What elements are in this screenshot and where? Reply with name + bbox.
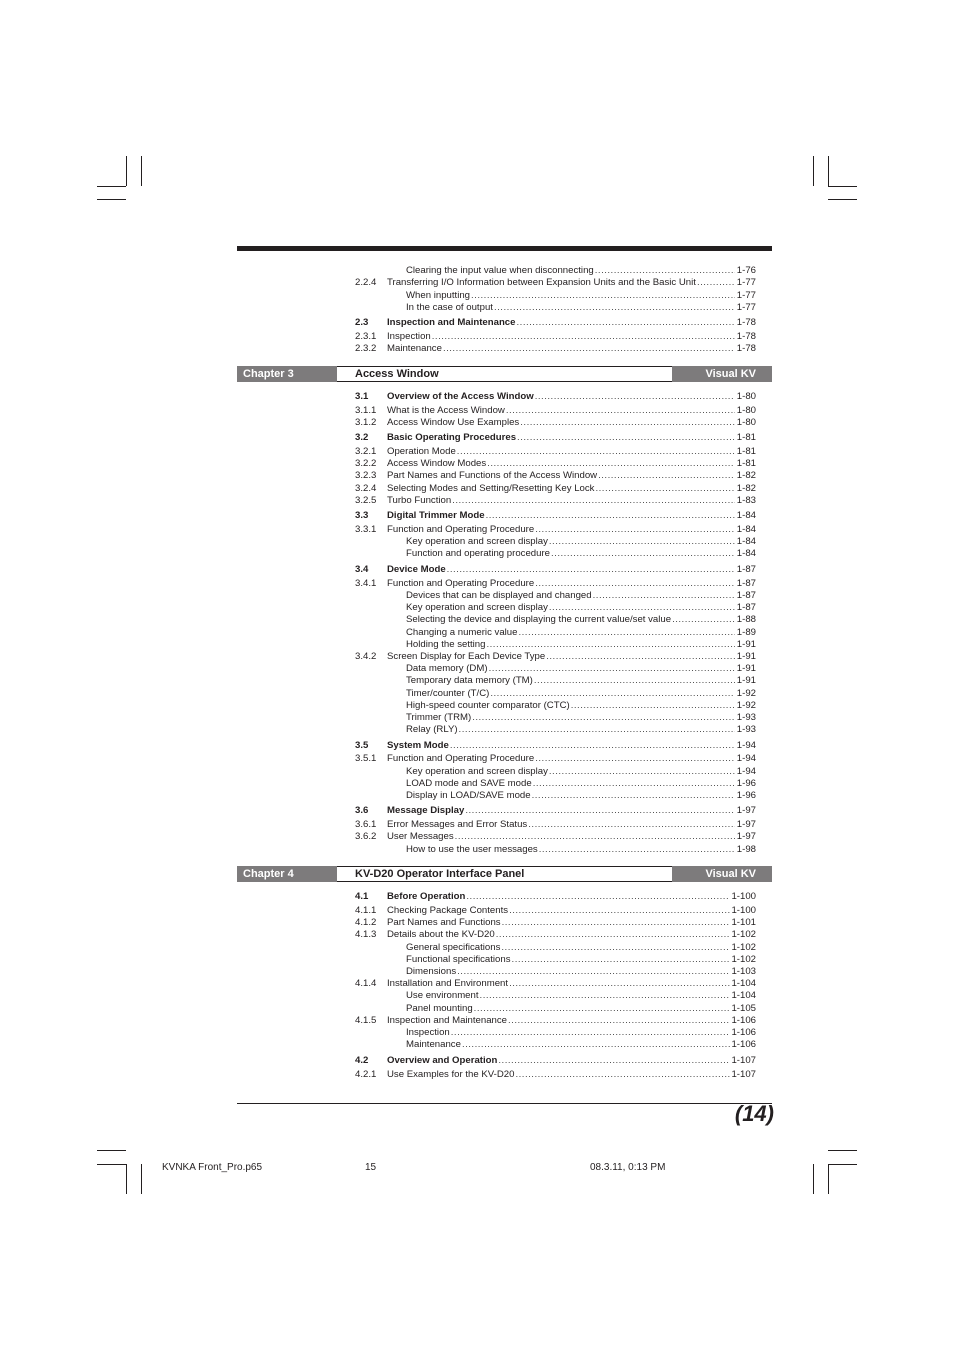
page-reference: 1-81 (736, 432, 756, 443)
dot-leader (494, 301, 735, 314)
top-rule (237, 246, 772, 251)
page-reference: 1-91 (736, 675, 756, 686)
chapter-4-header (237, 866, 772, 882)
dot-leader (443, 342, 735, 355)
section-title: Key operation and screen display (406, 536, 548, 547)
section-number: 3.6.2 (355, 831, 377, 842)
section-number: 4.1 (355, 891, 369, 902)
footer-sheet: 15 (365, 1162, 377, 1173)
section-title: Message Display (387, 805, 465, 816)
page-reference: 1-102 (731, 954, 756, 965)
section-title: Key operation and screen display (406, 766, 548, 777)
crop-mark (126, 156, 127, 186)
crop-mark (828, 1164, 829, 1194)
toc-entry (237, 563, 772, 576)
dot-leader (515, 1068, 730, 1081)
section-number: 3.6 (355, 805, 369, 816)
chapter-title: Access Window (337, 366, 672, 382)
section-title: Inspection (387, 331, 431, 342)
toc-entry (237, 789, 772, 802)
page-reference: 1-94 (736, 740, 756, 751)
dot-leader (480, 989, 730, 1002)
toc-entry (237, 1068, 772, 1081)
toc-entry (237, 1054, 772, 1067)
section-title: Maintenance (387, 343, 442, 354)
footer-file: KVNKA Front_Pro.p65 (162, 1162, 263, 1173)
page-reference: 1-87 (736, 578, 756, 589)
toc-entry (237, 804, 772, 817)
dot-leader (517, 431, 735, 444)
section-title: Digital Trimmer Mode (387, 510, 485, 521)
page-reference: 1-77 (736, 302, 756, 313)
toc-entry (237, 301, 772, 314)
toc-entry (237, 890, 772, 903)
toc-entry (237, 674, 772, 687)
section-title: Transferring I/O Information between Expansion Units and the Basic Unit (387, 277, 696, 288)
section-title: Operation Mode (387, 446, 456, 457)
section-title: Error Messages and Error Status (387, 819, 528, 830)
section-title: Overview of the Access Window (387, 391, 534, 402)
section-number: 4.1.5 (355, 1015, 377, 1026)
page-reference: 1-80 (736, 391, 756, 402)
page-reference: 1-87 (736, 590, 756, 601)
section-title: System Mode (387, 740, 449, 751)
page-reference: 1-104 (731, 978, 756, 989)
page-reference: 1-88 (736, 614, 756, 625)
section-number: 3.4.2 (355, 651, 377, 662)
page-reference: 1-76 (736, 265, 756, 276)
page-reference: 1-87 (736, 564, 756, 575)
dot-leader (672, 613, 735, 626)
toc-entry (237, 547, 772, 560)
section-title: Temporary data memory (TM) (406, 675, 533, 686)
section-number: 3.2.4 (355, 483, 377, 494)
page-reference: 1-102 (731, 942, 756, 953)
section-title: Access Window Use Examples (387, 417, 520, 428)
dot-leader (486, 509, 735, 522)
section-number: 4.1.3 (355, 929, 377, 940)
crop-mark (828, 199, 857, 200)
chapter-label: Chapter 4 (237, 866, 337, 882)
section-title: Key operation and screen display (406, 602, 548, 613)
crop-mark (97, 1164, 126, 1165)
page-reference: 1-91 (736, 639, 756, 650)
section-title: Trimmer (TRM) (406, 712, 472, 723)
page-reference: 1-107 (731, 1055, 756, 1066)
page-reference: 1-102 (731, 929, 756, 940)
section-number: 3.1.1 (355, 405, 377, 416)
section-title: Clearing the input value when disconnecting (406, 265, 594, 276)
section-title: How to use the user messages (406, 844, 538, 855)
toc-entry (237, 752, 772, 765)
dot-leader (465, 804, 735, 817)
section-title: Devices that can be displayed and changed (406, 590, 592, 601)
section-title: When inputting (406, 290, 470, 301)
section-title: Inspection (406, 1027, 450, 1038)
crop-mark (828, 186, 857, 187)
crop-mark (126, 1164, 127, 1194)
dot-leader (516, 316, 735, 329)
section-title: In the case of output (406, 302, 493, 313)
dot-leader (539, 843, 735, 856)
section-number: 4.2.1 (355, 1069, 377, 1080)
section-number: 3.1 (355, 391, 369, 402)
section-number: 3.4 (355, 564, 369, 575)
section-title: Basic Operating Procedures (387, 432, 517, 443)
dot-leader (697, 276, 735, 289)
page-reference: 1-94 (736, 753, 756, 764)
page-reference: 1-81 (736, 446, 756, 457)
toc-entry (237, 316, 772, 329)
section-number: 2.3.2 (355, 343, 377, 354)
section-title: Inspection and Maintenance (387, 1015, 508, 1026)
toc-entry (237, 390, 772, 403)
dot-leader (447, 563, 735, 576)
toc-entry (237, 928, 772, 941)
section-title: Selecting Modes and Setting/Resetting Key Lock (387, 483, 595, 494)
section-number: 2.3.1 (355, 331, 377, 342)
page-reference: 1-84 (736, 510, 756, 521)
section-title: Access Window Modes (387, 458, 487, 469)
page-reference: 1-82 (736, 483, 756, 494)
dot-leader (532, 789, 735, 802)
page-reference: 1-80 (736, 405, 756, 416)
page-reference: 1-103 (731, 966, 756, 977)
section-number: 3.2.3 (355, 470, 377, 481)
section-title: Function and Operating Procedure (387, 753, 535, 764)
section-title: Details about the KV-D20 (387, 929, 495, 940)
page-number: (14) (734, 1101, 774, 1126)
section-title: Inspection and Maintenance (387, 317, 516, 328)
section-number: 3.2.1 (355, 446, 377, 457)
dot-leader (535, 390, 735, 403)
section-title: Display in LOAD/SAVE mode (406, 790, 531, 801)
section-number: 3.1.2 (355, 417, 377, 428)
section-title: General specifications (406, 942, 501, 953)
crop-mark (828, 1150, 857, 1151)
page-reference: 1-97 (736, 805, 756, 816)
page-reference: 1-84 (736, 548, 756, 559)
toc-entry (237, 843, 772, 856)
page-reference: 1-78 (736, 343, 756, 354)
section-number: 3.3 (355, 510, 369, 521)
dot-leader (598, 469, 735, 482)
section-title: High-speed counter comparator (CTC) (406, 700, 570, 711)
crop-mark (97, 199, 126, 200)
section-title: Function and operating procedure (406, 548, 551, 559)
toc-entry (237, 494, 772, 507)
section-title: Changing a numeric value (406, 627, 518, 638)
section-title: Function and Operating Procedure (387, 578, 535, 589)
section-number: 3.2.2 (355, 458, 377, 469)
section-number: 4.1.4 (355, 978, 377, 989)
section-number: 3.2.5 (355, 495, 377, 506)
section-number: 2.2.4 (355, 277, 377, 288)
crop-mark (828, 156, 829, 186)
section-title: LOAD mode and SAVE mode (406, 778, 532, 789)
toc-entry (237, 830, 772, 843)
section-title: Checking Package Contents (387, 905, 509, 916)
section-number: 3.3.1 (355, 524, 377, 535)
page-reference: 1-78 (736, 317, 756, 328)
section-title: Device Mode (387, 564, 446, 575)
page-reference: 1-96 (736, 790, 756, 801)
section-number: 4.2 (355, 1055, 369, 1066)
dot-leader (551, 547, 735, 560)
page-reference: 1-98 (736, 844, 756, 855)
page-reference: 1-107 (731, 1069, 756, 1080)
section-number: 4.1.2 (355, 917, 377, 928)
toc-entry (237, 739, 772, 752)
page-reference: 1-80 (736, 417, 756, 428)
page-reference: 1-106 (731, 1039, 756, 1050)
section-title: Relay (RLY) (406, 724, 458, 735)
section-title: Before Operation (387, 891, 466, 902)
crop-mark (97, 1150, 126, 1151)
section-title: Maintenance (406, 1039, 461, 1050)
page-reference: 1-84 (736, 536, 756, 547)
section-title: Use Examples for the KV-D20 (387, 1069, 515, 1080)
chapter-label: Chapter 3 (237, 366, 337, 382)
page-reference: 1-101 (731, 917, 756, 928)
section-number: 3.5 (355, 740, 369, 751)
section-number: 4.1.1 (355, 905, 377, 916)
section-title: Timer/counter (T/C) (406, 688, 490, 699)
page-reference: 1-91 (736, 663, 756, 674)
crop-mark (828, 1164, 857, 1165)
dot-leader (520, 416, 735, 429)
page-reference: 1-77 (736, 277, 756, 288)
page-reference: 1-93 (736, 712, 756, 723)
page-reference: 1-93 (736, 724, 756, 735)
toc-entry (237, 469, 772, 482)
bottom-rule (237, 1103, 772, 1104)
section-title: Holding the setting (406, 639, 486, 650)
page-reference: 1-81 (736, 458, 756, 469)
section-title: Selecting the device and displaying the current value/set value (406, 614, 672, 625)
page-reference: 1-91 (736, 651, 756, 662)
section-number: 3.4.1 (355, 578, 377, 589)
section-title: Screen Display for Each Device Type (387, 651, 546, 662)
product-tag: Visual KV (672, 366, 772, 382)
section-title: What is the Access Window (387, 405, 505, 416)
section-title: Data memory (DM) (406, 663, 488, 674)
section-number: 2.3 (355, 317, 369, 328)
page-reference: 1-83 (736, 495, 756, 506)
page-reference: 1-78 (736, 331, 756, 342)
dot-leader (455, 830, 735, 843)
dot-leader (459, 723, 735, 736)
toc-entry (237, 342, 772, 355)
section-title: Dimensions (406, 966, 457, 977)
crop-mark (813, 156, 814, 186)
dot-leader (535, 752, 735, 765)
section-title: Part Names and Functions (387, 917, 501, 928)
section-number: 3.2 (355, 432, 369, 443)
section-title: Overview and Operation (387, 1055, 498, 1066)
page-reference: 1-94 (736, 766, 756, 777)
page-reference: 1-87 (736, 602, 756, 613)
toc-entry (237, 723, 772, 736)
page-reference: 1-106 (731, 1027, 756, 1038)
page-reference: 1-106 (731, 1015, 756, 1026)
section-title: User Messages (387, 831, 454, 842)
dot-leader (450, 739, 735, 752)
section-title: Turbo Function (387, 495, 452, 506)
crop-mark (141, 1164, 142, 1194)
page-reference: 1-100 (731, 905, 756, 916)
dot-leader (534, 674, 735, 687)
section-title: Functional specifications (406, 954, 511, 965)
toc-entry (237, 989, 772, 1002)
page-reference: 1-92 (736, 700, 756, 711)
footer-datetime: 08.3.11, 0:13 PM (590, 1162, 666, 1173)
section-title: Use environment (406, 990, 479, 1001)
dot-leader (466, 890, 730, 903)
page-reference: 1-105 (731, 1003, 756, 1014)
section-title: Function and Operating Procedure (387, 524, 535, 535)
section-number: 3.6.1 (355, 819, 377, 830)
page-reference: 1-97 (736, 831, 756, 842)
section-title: Installation and Environment (387, 978, 509, 989)
toc-entry (237, 276, 772, 289)
dot-leader (496, 928, 730, 941)
page-reference: 1-82 (736, 470, 756, 481)
page-reference: 1-100 (731, 891, 756, 902)
page-reference: 1-97 (736, 819, 756, 830)
crop-mark (97, 186, 126, 187)
toc-entry (237, 509, 772, 522)
dot-leader (498, 1054, 730, 1067)
product-tag: Visual KV (672, 866, 772, 882)
toc-entry (237, 1038, 772, 1051)
page-reference: 1-92 (736, 688, 756, 699)
page-reference: 1-84 (736, 524, 756, 535)
crop-mark (813, 1164, 814, 1194)
section-title: Part Names and Functions of the Access Window (387, 470, 598, 481)
dot-leader (452, 494, 735, 507)
page-reference: 1-89 (736, 627, 756, 638)
page-reference: 1-96 (736, 778, 756, 789)
section-number: 3.5.1 (355, 753, 377, 764)
page-reference: 1-104 (731, 990, 756, 1001)
chapter-title: KV-D20 Operator Interface Panel (337, 866, 672, 882)
chapter-3-header (237, 366, 772, 382)
page-reference: 1-77 (736, 290, 756, 301)
toc-entry (237, 416, 772, 429)
crop-mark (141, 156, 142, 186)
toc-entry (237, 613, 772, 626)
toc-entry (237, 431, 772, 444)
dot-leader (462, 1038, 730, 1051)
section-title: Panel mounting (406, 1003, 473, 1014)
